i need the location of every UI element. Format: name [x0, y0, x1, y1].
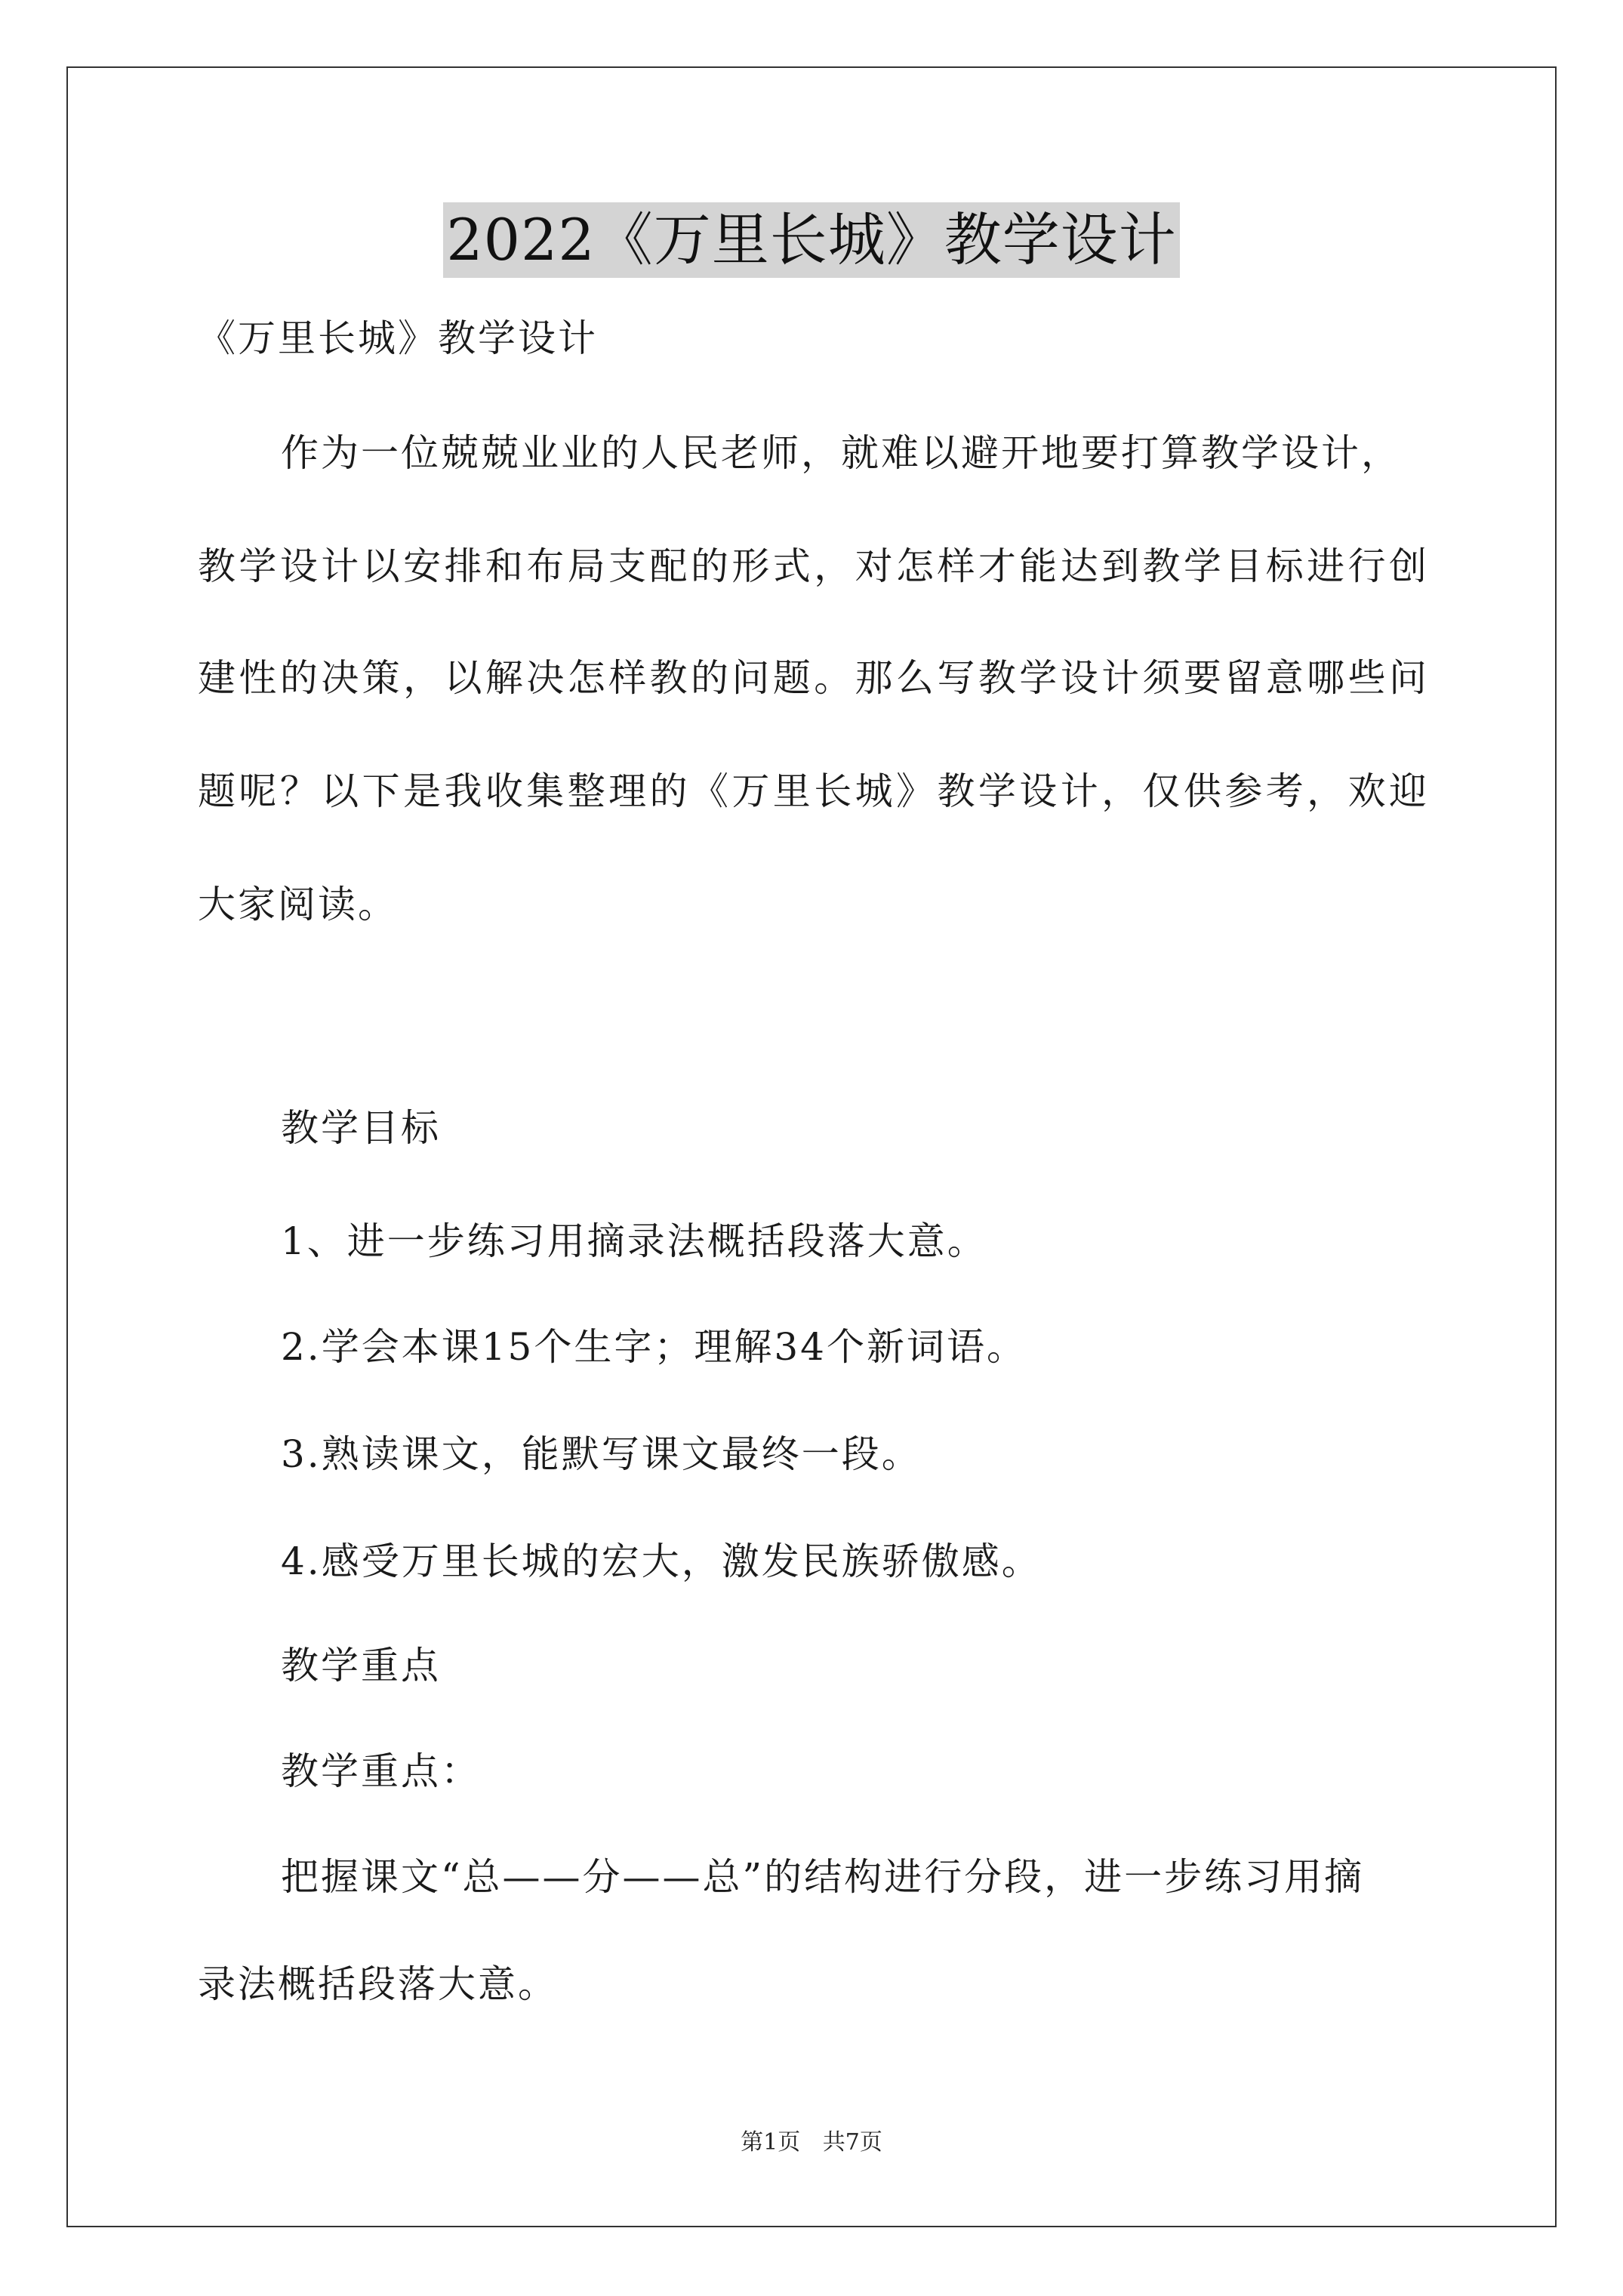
focus-label: 教学重点：	[281, 1749, 481, 1793]
intro-line-4: 题呢？以下是我收集整理的《万里长城》教学设计，仅供参考，欢迎	[198, 769, 1427, 813]
page-total: 共7页	[822, 2129, 882, 2156]
goal-item-4: 4.感受万里长城的宏大，激发民族骄傲感。	[281, 1539, 1042, 1583]
goal-item-2: 2.学会本课15个生字；理解34个新词语。	[281, 1325, 1027, 1369]
title-container	[0, 202, 1623, 278]
intro-line-5: 大家阅读。	[198, 883, 398, 926]
focus-heading: 教学重点	[281, 1644, 441, 1687]
document-title: 2022《万里长城》教学设计	[443, 202, 1179, 278]
focus-line-2: 录法概括段落大意。	[198, 1962, 558, 2006]
goal-item-3: 3.熟读课文，能默写课文最终一段。	[281, 1432, 922, 1476]
goal-item-1: 1、进一步练习用摘录法概括段落大意。	[281, 1219, 987, 1263]
intro-line-1: 作为一位兢兢业业的人民老师，就难以避开地要打算教学设计，	[281, 431, 1401, 475]
goals-heading: 教学目标	[281, 1106, 441, 1150]
intro-line-2: 教学设计以安排和布局支配的形式，对怎样才能达到教学目标进行创	[198, 544, 1427, 588]
focus-line-1: 把握课文“总——分——总”的结构进行分段，进一步练习用摘	[281, 1855, 1365, 1899]
page-current: 第1页	[741, 2129, 801, 2156]
intro-line-3: 建性的决策，以解决怎样教的问题。那么写教学设计须要留意哪些问	[198, 656, 1427, 700]
page-footer	[0, 2128, 1623, 2158]
document-subtitle: 《万里长城》教学设计	[198, 316, 598, 360]
